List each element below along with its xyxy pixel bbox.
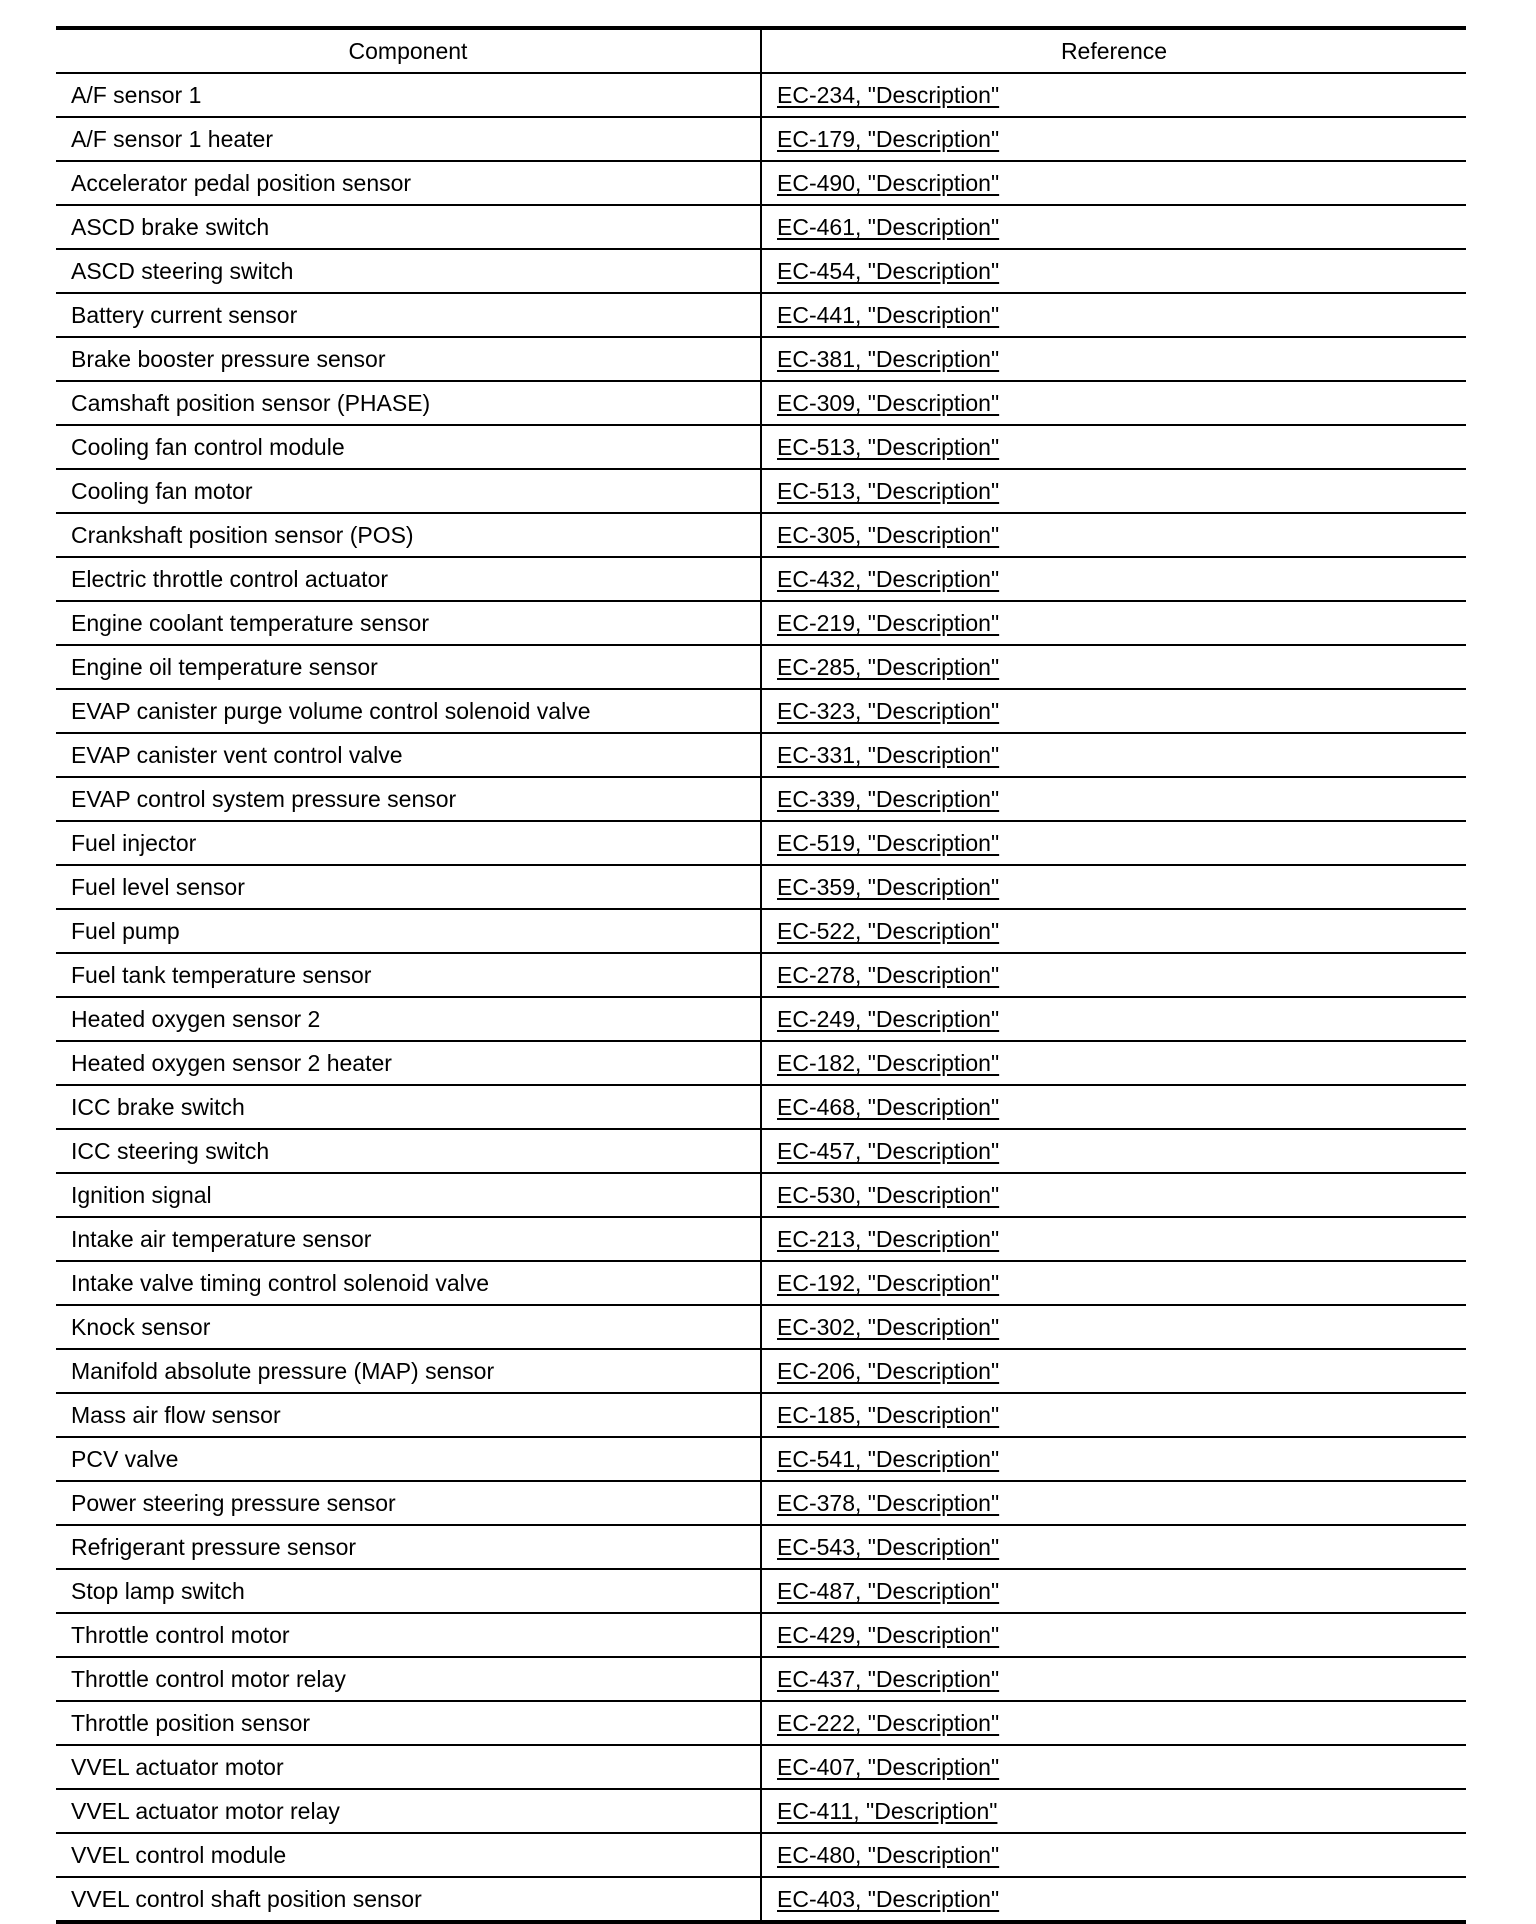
reference-cell	[761, 381, 1466, 425]
component-cell: Throttle control motor relay	[56, 1657, 761, 1701]
table-row	[56, 1525, 1466, 1569]
reference-cell	[761, 161, 1466, 205]
component-cell: ICC steering switch	[56, 1129, 761, 1173]
table-row	[56, 1305, 1466, 1349]
component-cell: ICC brake switch	[56, 1085, 761, 1129]
reference-cell	[761, 1789, 1466, 1833]
reference-link[interactable]: EC-192, "Description"	[777, 1270, 1000, 1296]
reference-cell	[761, 777, 1466, 821]
reference-link[interactable]: EC-530, "Description"	[777, 1182, 1000, 1208]
component-cell: Heated oxygen sensor 2 heater	[56, 1041, 761, 1085]
table-row	[56, 777, 1466, 821]
table-row	[56, 557, 1466, 601]
component-cell: Fuel pump	[56, 909, 761, 953]
table-row	[56, 425, 1466, 469]
reference-cell	[761, 1085, 1466, 1129]
reference-cell	[761, 293, 1466, 337]
component-cell: VVEL control module	[56, 1833, 761, 1877]
table-row	[56, 733, 1466, 777]
reference-link[interactable]: EC-519, "Description"	[777, 830, 1000, 856]
reference-link[interactable]: EC-323, "Description"	[777, 698, 1000, 724]
table-body	[56, 73, 1466, 1922]
table-row	[56, 1393, 1466, 1437]
reference-link[interactable]: EC-441, "Description"	[777, 302, 1000, 328]
component-cell: Manifold absolute pressure (MAP) sensor	[56, 1349, 761, 1393]
component-cell: Stop lamp switch	[56, 1569, 761, 1613]
table-row	[56, 1569, 1466, 1613]
reference-link[interactable]: EC-457, "Description"	[777, 1138, 1000, 1164]
component-cell: Ignition signal	[56, 1173, 761, 1217]
component-cell: Electric throttle control actuator	[56, 557, 761, 601]
reference-link[interactable]: EC-331, "Description"	[777, 742, 1000, 768]
reference-link[interactable]: EC-249, "Description"	[777, 1006, 1000, 1032]
table-row	[56, 73, 1466, 117]
component-cell: Camshaft position sensor (PHASE)	[56, 381, 761, 425]
table-row	[56, 1261, 1466, 1305]
reference-cell	[761, 1305, 1466, 1349]
table-row	[56, 1701, 1466, 1745]
reference-cell	[761, 645, 1466, 689]
component-cell: Cooling fan control module	[56, 425, 761, 469]
component-cell: Refrigerant pressure sensor	[56, 1525, 761, 1569]
reference-link[interactable]: EC-219, "Description"	[777, 610, 1000, 636]
table-row	[56, 381, 1466, 425]
reference-cell	[761, 1877, 1466, 1922]
component-cell: Heated oxygen sensor 2	[56, 997, 761, 1041]
reference-link[interactable]: EC-309, "Description"	[777, 390, 1000, 416]
reference-cell	[761, 1569, 1466, 1613]
reference-link[interactable]: EC-411, "Description"	[777, 1798, 998, 1824]
table-row	[56, 821, 1466, 865]
reference-cell	[761, 1041, 1466, 1085]
component-cell: Engine coolant temperature sensor	[56, 601, 761, 645]
component-cell: A/F sensor 1	[56, 73, 761, 117]
reference-cell	[761, 821, 1466, 865]
reference-link[interactable]: EC-461, "Description"	[777, 214, 1000, 240]
component-cell: VVEL actuator motor	[56, 1745, 761, 1789]
reference-link[interactable]: EC-543, "Description"	[777, 1534, 1000, 1560]
reference-cell	[761, 557, 1466, 601]
reference-link[interactable]: EC-468, "Description"	[777, 1094, 1000, 1120]
reference-link[interactable]: EC-437, "Description"	[777, 1666, 1000, 1692]
reference-link[interactable]: EC-429, "Description"	[777, 1622, 1000, 1648]
component-cell: ASCD brake switch	[56, 205, 761, 249]
table-row	[56, 1437, 1466, 1481]
reference-link[interactable]: EC-278, "Description"	[777, 962, 1000, 988]
reference-cell	[761, 997, 1466, 1041]
reference-cell	[761, 1613, 1466, 1657]
reference-link[interactable]: EC-513, "Description"	[777, 434, 1000, 460]
reference-link[interactable]: EC-206, "Description"	[777, 1358, 1000, 1384]
table-row	[56, 953, 1466, 997]
table-row	[56, 205, 1466, 249]
component-cell: Accelerator pedal position sensor	[56, 161, 761, 205]
reference-cell	[761, 469, 1466, 513]
component-cell: Crankshaft position sensor (POS)	[56, 513, 761, 557]
component-cell: Engine oil temperature sensor	[56, 645, 761, 689]
reference-cell	[761, 1745, 1466, 1789]
component-cell: EVAP canister vent control valve	[56, 733, 761, 777]
component-cell: VVEL actuator motor relay	[56, 1789, 761, 1833]
component-cell: Battery current sensor	[56, 293, 761, 337]
reference-link[interactable]: EC-185, "Description"	[777, 1402, 1000, 1428]
reference-link[interactable]: EC-522, "Description"	[777, 918, 1000, 944]
reference-link[interactable]: EC-305, "Description"	[777, 522, 1000, 548]
reference-link[interactable]: EC-359, "Description"	[777, 874, 1000, 900]
reference-cell	[761, 1393, 1466, 1437]
table-row	[56, 469, 1466, 513]
reference-link[interactable]: EC-381, "Description"	[777, 346, 1000, 372]
table-row	[56, 865, 1466, 909]
reference-link[interactable]: EC-222, "Description"	[777, 1710, 1000, 1736]
reference-link[interactable]: EC-213, "Description"	[777, 1226, 1000, 1252]
reference-cell	[761, 733, 1466, 777]
table-row	[56, 1041, 1466, 1085]
reference-cell	[761, 953, 1466, 997]
table-row	[56, 1085, 1466, 1129]
reference-cell	[761, 1173, 1466, 1217]
table-row	[56, 117, 1466, 161]
table-row	[56, 1877, 1466, 1922]
table-row	[56, 249, 1466, 293]
component-cell: Throttle control motor	[56, 1613, 761, 1657]
component-cell: PCV valve	[56, 1437, 761, 1481]
table-row	[56, 1173, 1466, 1217]
reference-cell	[761, 1481, 1466, 1525]
reference-cell	[761, 689, 1466, 733]
component-reference-table	[56, 26, 1466, 1924]
table-row	[56, 1789, 1466, 1833]
table-row	[56, 161, 1466, 205]
component-cell: EVAP canister purge volume control solenoid valve	[56, 689, 761, 733]
reference-cell	[761, 1129, 1466, 1173]
component-cell: Intake air temperature sensor	[56, 1217, 761, 1261]
table-row	[56, 1657, 1466, 1701]
table-row	[56, 1745, 1466, 1789]
reference-link[interactable]: EC-339, "Description"	[777, 786, 1000, 812]
table-row	[56, 513, 1466, 557]
reference-cell	[761, 909, 1466, 953]
component-cell: Fuel injector	[56, 821, 761, 865]
table-row	[56, 1129, 1466, 1173]
reference-link[interactable]: EC-541, "Description"	[777, 1446, 1000, 1472]
reference-cell	[761, 117, 1466, 161]
reference-link[interactable]: EC-490, "Description"	[777, 170, 1000, 196]
reference-link[interactable]: EC-480, "Description"	[777, 1842, 1000, 1868]
column-header-reference: Reference	[1060, 38, 1168, 64]
reference-cell	[761, 513, 1466, 557]
reference-link[interactable]: EC-403, "Description"	[777, 1886, 1000, 1912]
table-row	[56, 1833, 1466, 1877]
reference-link[interactable]: EC-487, "Description"	[777, 1578, 1000, 1604]
reference-link[interactable]: EC-407, "Description"	[777, 1754, 1000, 1780]
reference-link[interactable]: EC-454, "Description"	[777, 258, 1000, 284]
reference-link[interactable]: EC-179, "Description"	[777, 126, 1000, 152]
table-row	[56, 1481, 1466, 1525]
component-cell: VVEL control shaft position sensor	[56, 1877, 761, 1922]
table-row	[56, 997, 1466, 1041]
column-header-component: Component	[56, 28, 761, 73]
table-row	[56, 689, 1466, 733]
table-row	[56, 1217, 1466, 1261]
component-cell: Power steering pressure sensor	[56, 1481, 761, 1525]
component-cell: Fuel tank temperature sensor	[56, 953, 761, 997]
reference-link[interactable]: EC-182, "Description"	[777, 1050, 1000, 1076]
reference-cell	[761, 601, 1466, 645]
reference-cell	[761, 865, 1466, 909]
component-cell: ASCD steering switch	[56, 249, 761, 293]
table-row	[56, 293, 1466, 337]
table-row	[56, 601, 1466, 645]
reference-cell	[761, 1217, 1466, 1261]
reference-link[interactable]: EC-432, "Description"	[777, 566, 1000, 592]
reference-cell	[761, 425, 1466, 469]
reference-cell	[761, 1833, 1466, 1877]
reference-link[interactable]: EC-285, "Description"	[777, 654, 1000, 680]
reference-cell	[761, 73, 1466, 117]
table-row	[56, 909, 1466, 953]
header-row	[56, 28, 1466, 73]
component-cell: Cooling fan motor	[56, 469, 761, 513]
reference-cell	[761, 337, 1466, 381]
component-cell: Knock sensor	[56, 1305, 761, 1349]
component-cell: Mass air flow sensor	[56, 1393, 761, 1437]
reference-link[interactable]: EC-513, "Description"	[777, 478, 1000, 504]
reference-cell	[761, 1525, 1466, 1569]
reference-link[interactable]: EC-302, "Description"	[777, 1314, 1000, 1340]
reference-cell	[761, 1261, 1466, 1305]
component-cell: Throttle position sensor	[56, 1701, 761, 1745]
reference-cell	[761, 249, 1466, 293]
reference-cell	[761, 1701, 1466, 1745]
reference-cell	[761, 1437, 1466, 1481]
table-row	[56, 645, 1466, 689]
component-cell: EVAP control system pressure sensor	[56, 777, 761, 821]
component-cell: A/F sensor 1 heater	[56, 117, 761, 161]
reference-link[interactable]: EC-234, "Description"	[777, 82, 1000, 108]
reference-link[interactable]: EC-378, "Description"	[777, 1490, 1000, 1516]
table-row	[56, 337, 1466, 381]
component-cell: Fuel level sensor	[56, 865, 761, 909]
component-cell: Intake valve timing control solenoid valve	[56, 1261, 761, 1305]
component-cell: Brake booster pressure sensor	[56, 337, 761, 381]
reference-cell	[761, 1657, 1466, 1701]
table-row	[56, 1349, 1466, 1393]
table-row	[56, 1613, 1466, 1657]
table-header	[56, 28, 1466, 73]
reference-cell	[761, 205, 1466, 249]
reference-cell	[761, 1349, 1466, 1393]
